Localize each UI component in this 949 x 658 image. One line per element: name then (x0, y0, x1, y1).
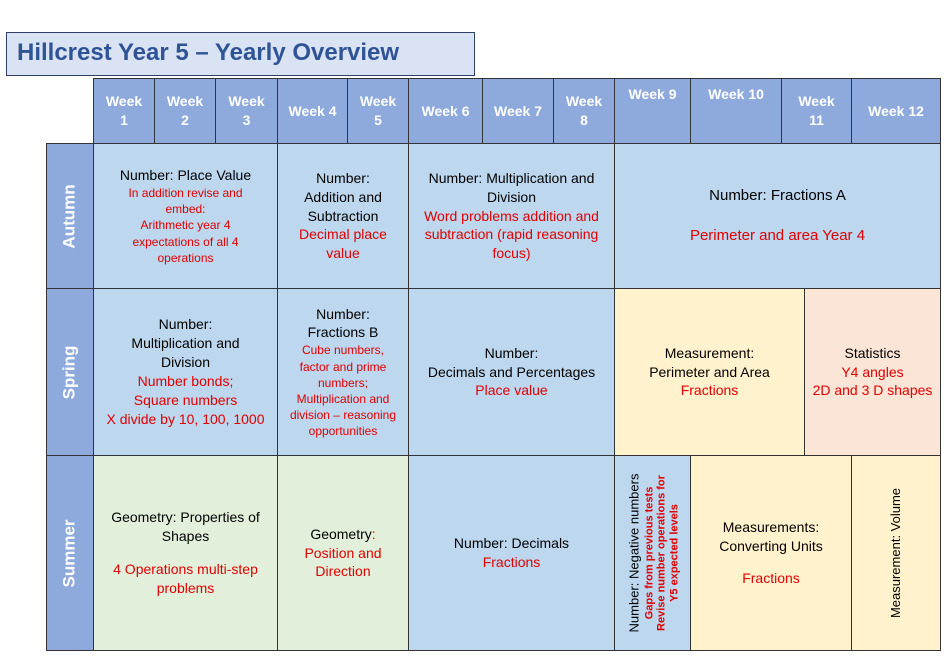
spring-fractions-b (277, 288, 409, 456)
season-spring (46, 288, 94, 456)
cell-note-2: Revise number operations for Y5 expected levels (654, 475, 680, 631)
summer-negative-numbers (614, 455, 691, 651)
cell-title: Number: Place Value (119, 167, 252, 184)
cell-note: Decimal place value (299, 226, 387, 262)
cell-title: Number: Decimals (453, 535, 570, 552)
spring-statistics (804, 288, 941, 456)
cell-note: Fractions (742, 570, 800, 587)
week-header-8: Week 8 (553, 78, 615, 144)
spring-multiplication-division (93, 288, 278, 456)
cell-note: Perimeter and area Year 4 (689, 227, 866, 244)
cell-note: Number bonds; Square numbers X divide by 10, 100, 1000 (106, 373, 265, 427)
cell-title: Number: Decimals and Percentages (427, 344, 596, 380)
summer-converting-units (690, 455, 852, 651)
cell-title: Number: Multiplication and Division (428, 169, 595, 205)
cell-title: Geometry: Properties of Shapes (111, 509, 260, 545)
week-header-4: Week 4 (277, 78, 348, 144)
summer-position-direction (277, 455, 409, 651)
week-header-2: Week 2 (154, 78, 216, 144)
autumn-place-value (93, 143, 278, 289)
week-header-3: Week 3 (215, 78, 278, 144)
season-label: Spring (59, 345, 79, 399)
week-header-12: Week 12 (851, 78, 941, 144)
page-title: Hillcrest Year 5 – Yearly Overview (17, 39, 400, 66)
summer-volume (851, 455, 941, 651)
summer-decimals (408, 455, 615, 651)
season-autumn (46, 143, 94, 289)
cell-note: Word problems addition and subtraction (rapid reasoning focus) (424, 207, 599, 262)
cell-note: Y4 angles 2D and 3 D shapes (812, 363, 933, 399)
cell-title: Number: Fractions B (307, 305, 379, 341)
cell-note: 4 Operations multi-step problems (113, 561, 258, 596)
cell-title: Statistics (844, 344, 901, 361)
cell-note: In addition revise and embed: Arithmetic year 4 expectations of all 4 operations (128, 185, 243, 265)
autumn-fractions-a (614, 143, 941, 289)
cell-note: Cube numbers, factor and prime numbers; Multiplication and division – reasoning opportunities (289, 343, 397, 439)
summer-properties-of-shapes (93, 455, 278, 651)
spring-decimals-percentages (408, 288, 615, 456)
title-box (6, 32, 475, 76)
week-header-11: Week 11 (781, 78, 852, 144)
cell-note-1: Gaps from previous tests (642, 486, 655, 620)
week-header-6: Week 6 (408, 78, 483, 144)
season-label: Summer (59, 518, 79, 588)
week-header-10: Week 10 (690, 78, 782, 144)
cell-title-red: : Position and Direction (304, 525, 382, 580)
cell-title: Number: Multiplication and Division (131, 316, 240, 371)
week-header-5: Week 5 (347, 78, 409, 144)
cell-note: Fractions (680, 382, 739, 399)
season-label: Autumn (59, 183, 79, 249)
cell-title: Measurement: Perimeter and Area (649, 344, 770, 380)
cell-title: Number: Addition and Subtraction (304, 169, 382, 224)
cell-title (282, 525, 404, 582)
cell-note: Place value (475, 382, 548, 399)
week-header-9: Week 9 (614, 78, 691, 144)
cell-title-black: Geometry (310, 525, 372, 542)
autumn-addition-subtraction (277, 143, 409, 289)
week-header-1: Week 1 (93, 78, 155, 144)
vertical-text (625, 473, 680, 633)
cell-title: Measurement: Volume (888, 487, 904, 619)
season-summer (46, 455, 94, 651)
cell-title: Measurements: Converting Units (719, 518, 823, 554)
cell-note: Fractions (482, 554, 541, 570)
week-header-7: Week 7 (482, 78, 554, 144)
spring-perimeter-area (614, 288, 805, 456)
autumn-multiplication-division (408, 143, 615, 289)
cell-title: Number: Negative numbers (625, 473, 641, 633)
cell-title: Number: Fractions A (709, 186, 846, 204)
